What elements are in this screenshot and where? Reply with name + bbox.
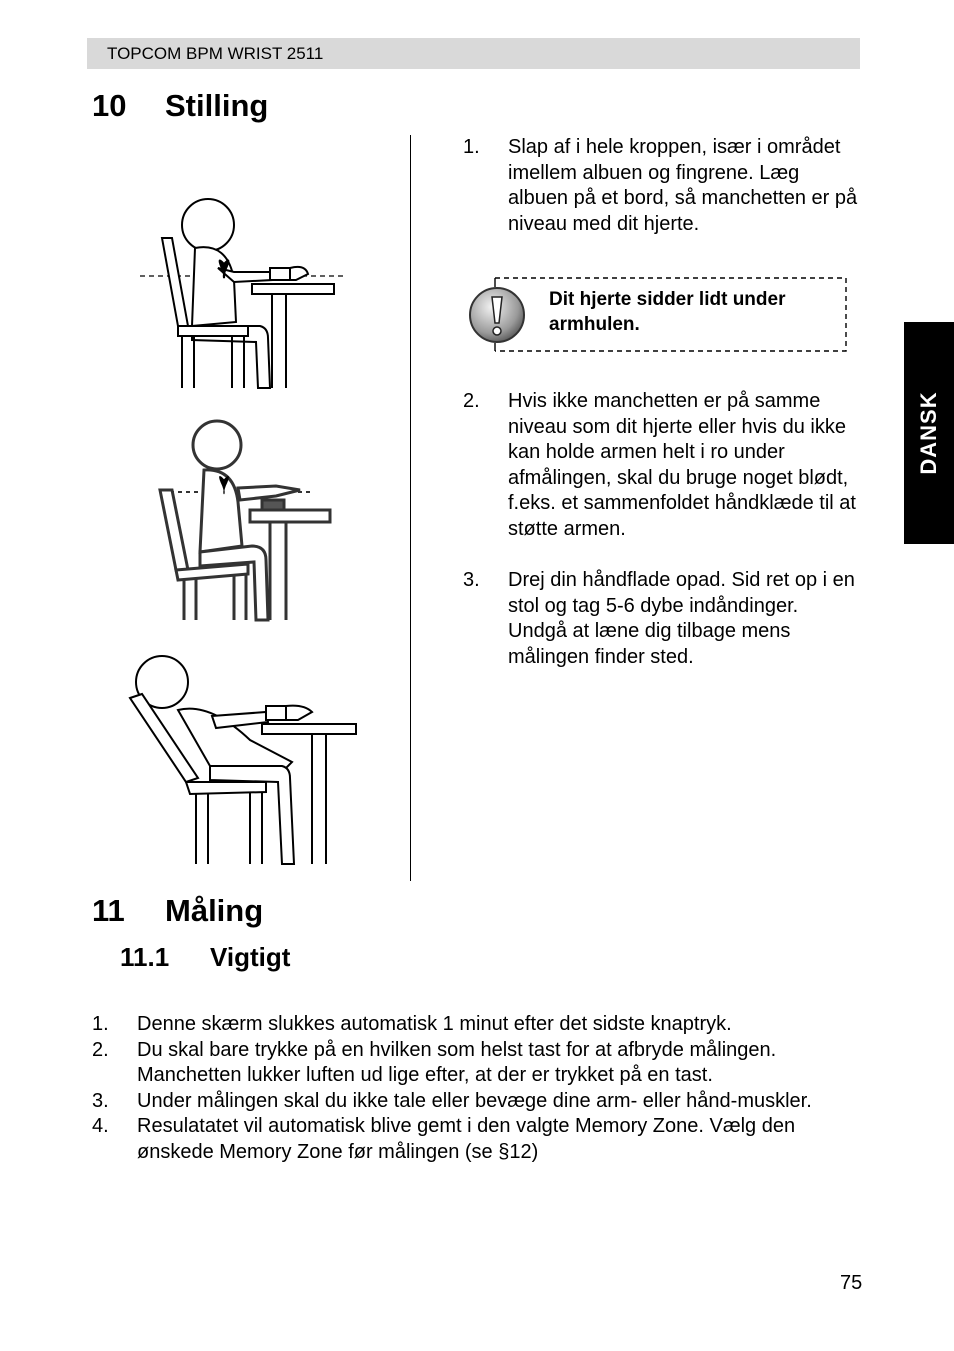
list-item	[92, 1038, 862, 1089]
list-item	[92, 1012, 862, 1038]
section-10-number: 10	[92, 88, 127, 123]
running-header	[87, 38, 860, 69]
item-text: Du skal bare trykke på en hvilken som helst tast for at afbryde målingen. Manchetten lukker luften ud lige efter, at der er trykket på en tast.	[137, 1038, 777, 1087]
step-number: 1.	[463, 136, 480, 158]
section-11-number: 11	[92, 893, 125, 928]
section-11-1-title: Vigtigt	[210, 942, 291, 972]
item-text: Denne skærm slukkes automatisk 1 minut efter det sidste knaptryk.	[137, 1013, 732, 1035]
page-number: 75	[840, 1272, 863, 1294]
posture-illustrations	[100, 150, 400, 880]
list-item	[92, 1089, 862, 1115]
posture-figure-leaning	[130, 656, 356, 864]
note-box	[463, 277, 853, 353]
section-10-title: Stilling	[165, 88, 269, 123]
item-number: 4.	[92, 1115, 109, 1138]
step-text: Slap af i hele kroppen, især i området imellem albuen og fingrene. Læg albuen på et bord, så manchetten er på niveau med dit hjerte.	[508, 136, 858, 235]
item-number: 3.	[92, 1089, 109, 1112]
note-text: Dit hjerte sidder lidt under armhulen.	[549, 289, 786, 335]
step-text: Drej din håndflade opad. Sid ret op i en stol og tag 5-6 dybe indåndinger. Undgå at læne dig tilbage mens målingen finder sted.	[508, 569, 855, 668]
section-11-1-number: 11.1	[120, 942, 170, 972]
exclamation-icon	[468, 286, 526, 344]
language-tab	[904, 322, 954, 544]
item-text: Resulatatet vil automatisk blive gemt i den valgte Memory Zone. Vælg den ønskede Memory Zone før målingen (se §12)	[137, 1115, 796, 1163]
header-title: TOPCOM BPM WRIST 2511	[107, 44, 324, 63]
item-number: 1.	[92, 1013, 109, 1035]
item-text: Under målingen skal du ikke tale eller bevæge dine arm- eller hånd-muskler.	[137, 1089, 812, 1112]
section-11-title: Måling	[165, 893, 264, 928]
step-number: 2.	[463, 390, 480, 412]
important-list	[92, 1012, 862, 1166]
item-number: 2.	[92, 1038, 109, 1061]
step-number: 3.	[463, 569, 480, 591]
posture-figure-supported	[160, 421, 330, 620]
list-item	[92, 1114, 862, 1165]
posture-figure-upright	[140, 199, 345, 388]
language-tab-label: DANSK	[916, 391, 941, 475]
column-divider	[410, 135, 411, 881]
step-text: Hvis ikke manchetten er på samme niveau som dit hjerte eller hvis du ikke kan holde armen helt i ro under afmålingen, skal du bruge noget blødt, f.eks. et sammenfoldet håndklæde til at støtte armen.	[508, 390, 856, 540]
